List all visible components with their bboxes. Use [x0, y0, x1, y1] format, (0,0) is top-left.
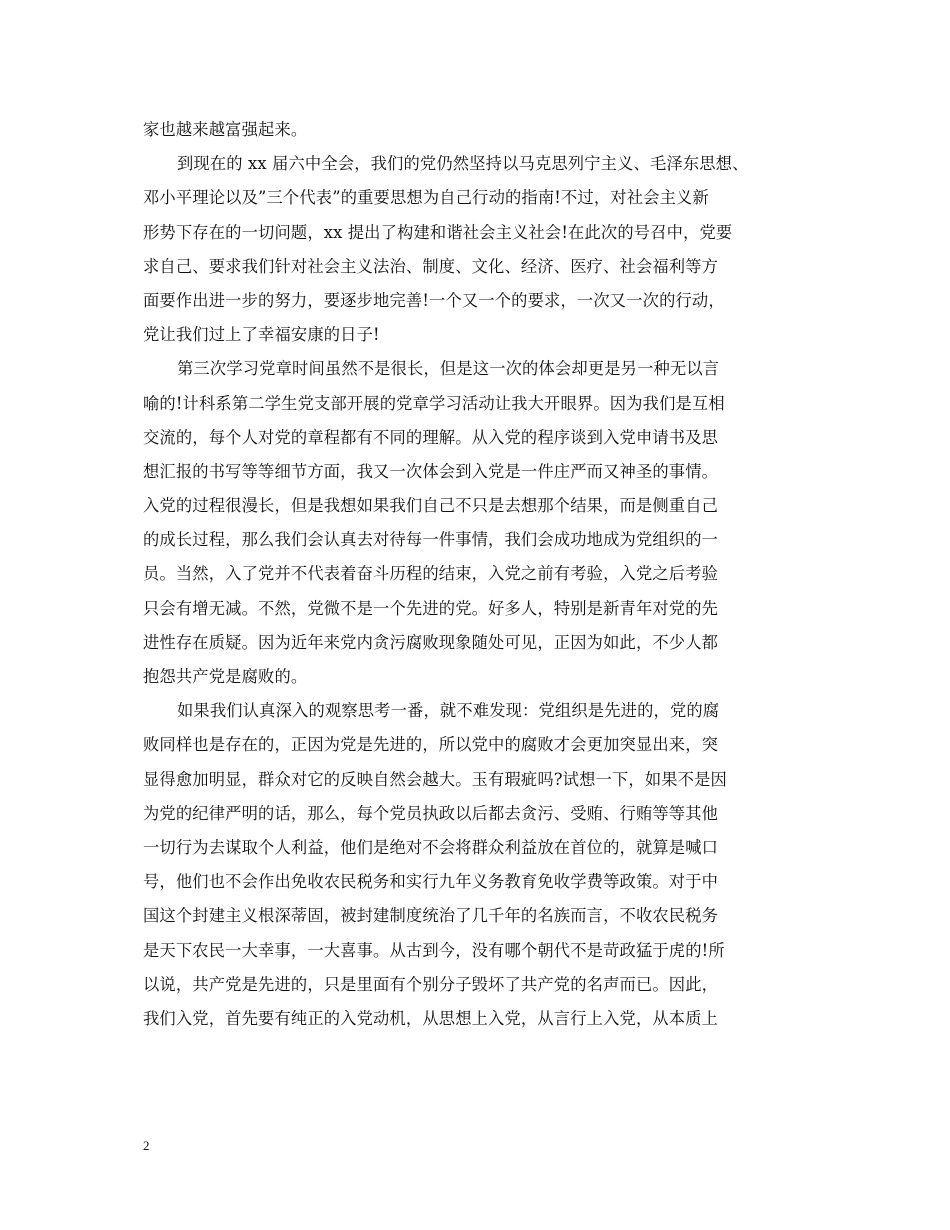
text-line: 到现在的 xx 届六中全会，我们的党仍然坚持以马克思列宁主义、毛泽东思想、 — [177, 154, 749, 174]
text-line: 我们入党，首先要有纯正的入党动机，从思想上入党，从言行上入党，从本质上 — [143, 1008, 719, 1028]
text-line: 面要作出进一步的努力，要逐步地完善!一个又一个的要求，一次又一次的行动， — [143, 290, 725, 310]
text-line: 喻的!计科系第二学生党支部开展的党章学习活动让我大开眼界。因为我们是互相 — [143, 393, 725, 413]
page-number: 2 — [143, 1138, 150, 1153]
text-line: 交流的，每个人对党的章程都有不同的理解。从入党的程序谈到入党申请书及思 — [143, 427, 719, 447]
text-line: 以说，共产党是先进的，只是里面有个别分子毁坏了共产党的名声而已。因此， — [143, 974, 719, 994]
text-line: 为党的纪律严明的话，那么，每个党员执政以后都去贪污、受贿、行贿等等其他 — [143, 803, 719, 823]
text-line: 第三次学习党章时间虽然不是很长，但是这一次的体会却更是另一种无以言 — [177, 359, 720, 379]
text-line: 员。当然，入了党并不代表着奋斗历程的结束，入党之前有考验，入党之后考验 — [143, 564, 719, 584]
text-line: 的成长过程，那么我们会认真去对待每一件事情，我们会成功地成为党组织的一 — [143, 530, 719, 550]
text-line: 显得愈加明显，群众对它的反映自然会越大。玉有瑕疵吗?试想一下，如果不是因 — [143, 769, 727, 789]
body-text — [143, 113, 823, 1036]
text-line: 入党的过程很漫长，但是我想如果我们自己不只是去想那个结果，而是侧重自己 — [143, 496, 719, 516]
text-line: 如果我们认真深入的观察思考一番，就不难发现：党组织是先进的，党的腐 — [177, 701, 720, 721]
text-line: 进性存在质疑。因为近年来党内贪污腐败现象随处可见，正因为如此，不少人都 — [143, 632, 719, 652]
text-line: 求自己、要求我们针对社会主义法治、制度、文化、经济、医疗、社会福利等方 — [143, 256, 719, 276]
text-line: 一切行为去谋取个人利益，他们是绝对不会将群众利益放在首位的，就算是喊口 — [143, 837, 719, 857]
text-line: 只会有增无减。不然，党微不是一个先进的党。好多人，特别是新青年对党的先 — [143, 598, 719, 618]
text-line: 家也越来越富强起来。 — [143, 120, 308, 139]
text-line: 抱怨共产党是腐败的。 — [143, 667, 308, 686]
text-line: 想汇报的书写等等细节方面，我又一次体会到入党是一件庄严而又神圣的事情。 — [143, 461, 719, 481]
text-line: 败同样也是存在的，正因为党是先进的，所以党中的腐败才会更加突显出来，突 — [143, 735, 719, 755]
text-line: 是天下农民一大幸事，一大喜事。从古到今，没有哪个朝代不是苛政猛于虎的!所 — [143, 940, 725, 960]
text-line: 号，他们也不会作出免收农民税务和实行九年义务教育免收学费等政策。对于中 — [143, 872, 719, 892]
text-line: 邓小平理论以及”三个代表”的重要思想为自己行动的指南!不过，对社会主义新 — [143, 188, 709, 208]
text-line: 形势下存在的一切问题，xx 提出了构建和谐社会主义社会!在此次的号召中，党要 — [143, 222, 733, 242]
text-line: 党让我们过上了幸福安康的日子! — [143, 325, 380, 345]
text-line: 国这个封建主义根深蒂固，被封建制度统治了几千年的名族而言，不收农民税务 — [143, 906, 719, 926]
